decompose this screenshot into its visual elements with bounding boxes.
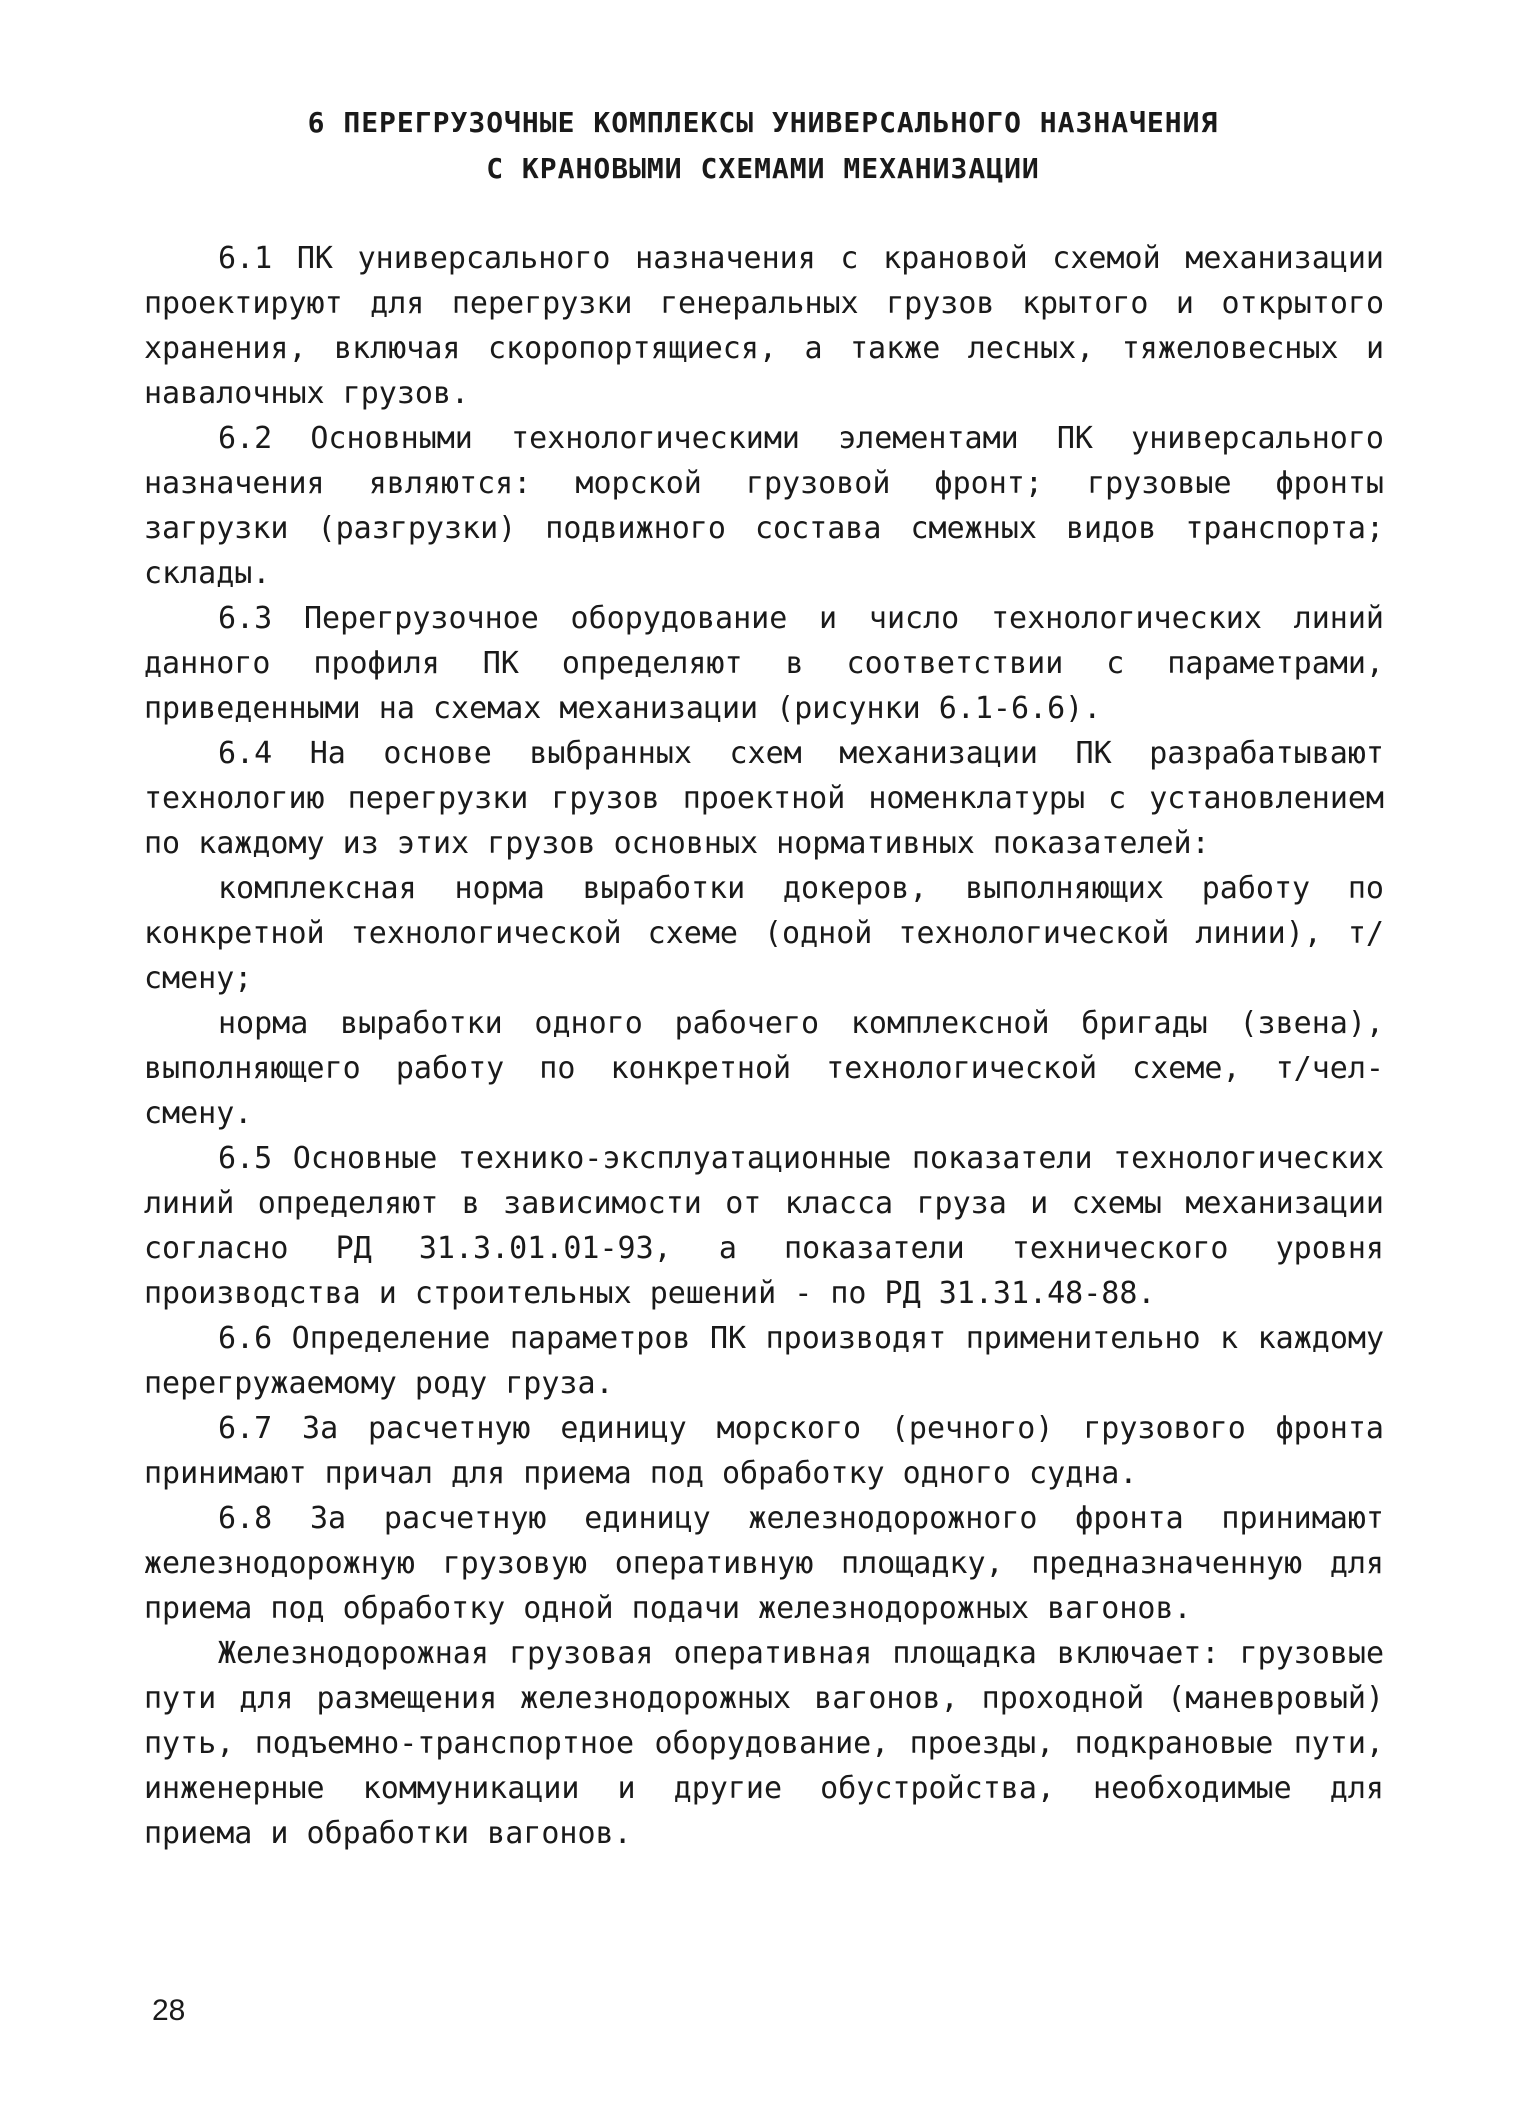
paragraph-6-5: 6.5 Основные технико-эксплуатационные показатели технологических линий определяют в зависимости от класса груза и схемы механизации согласно РД 31.3.01.01-93, а показатели технического уровня производства и строительных решений - по РД 31.31.48-88. bbox=[144, 1141, 1384, 1311]
paragraph-6-4: 6.4 На основе выбранных схем механизации ПК разрабатывают технологию перегрузки грузов проектной номенклатуры с установлением по каждому из этих грузов основных нормативных показателей: bbox=[144, 736, 1384, 861]
page-number: 28 bbox=[152, 1994, 186, 2027]
paragraph-6-6: 6.6 Определение параметров ПК производят применительно к каждому перегружаемому роду груза. bbox=[144, 1321, 1384, 1401]
paragraph-6-4-item-1: комплексная норма выработки докеров, выполняющих работу по конкретной технологической схеме (одной технологической линии), т/смену; bbox=[144, 871, 1384, 996]
section-body bbox=[144, 236, 1384, 1856]
paragraph-6-8-continuation: Железнодорожная грузовая оперативная площадка включает: грузовые пути для размещения железнодорожных вагонов, проходной (маневровый) путь, подъемно-транспортное оборудование, проезды, подкрановые пути, инженерные коммуникации и другие обустройства, необходимые для приема и обработки вагонов. bbox=[144, 1636, 1384, 1851]
paragraph-6-7: 6.7 За расчетную единицу морского (речного) грузового фронта принимают причал для приема под обработку одного судна. bbox=[144, 1411, 1384, 1491]
paragraph-6-4-item-2: норма выработки одного рабочего комплексной бригады (звена), выполняющего работу по конкретной технологической схеме, т/чел-смену. bbox=[144, 1006, 1384, 1131]
section-title-line-2: С КРАНОВЫМИ СХЕМАМИ МЕХАНИЗАЦИИ bbox=[486, 152, 1040, 185]
paragraph-6-8: 6.8 За расчетную единицу железнодорожного фронта принимают железнодорожную грузовую оперативную площадку, предназначенную для приема под обработку одной подачи железнодорожных вагонов. bbox=[144, 1501, 1384, 1626]
paragraph-6-1: 6.1 ПК универсального назначения с крановой схемой механизации проектируют для перегрузки генеральных грузов крытого и открытого хранения, включая скоропортящиеся, а также лесных, тяжеловесных и навалочных грузов. bbox=[144, 241, 1384, 411]
section-title-line-1: 6 ПЕРЕГРУЗОЧНЫЕ КОМПЛЕКСЫ УНИВЕРСАЛЬНОГО НАЗНАЧЕНИЯ bbox=[307, 106, 1219, 139]
paragraph-6-2: 6.2 Основными технологическими элементами ПК универсального назначения являются: морской грузовой фронт; грузовые фронты загрузки (разгрузки) подвижного состава смежных видов транспорта; склады. bbox=[144, 421, 1384, 591]
paragraph-6-3: 6.3 Перегрузочное оборудование и число технологических линий данного профиля ПК определяют в соответствии с параметрами, приведенными на схемах механизации (рисунки 6.1-6.6). bbox=[144, 601, 1384, 726]
